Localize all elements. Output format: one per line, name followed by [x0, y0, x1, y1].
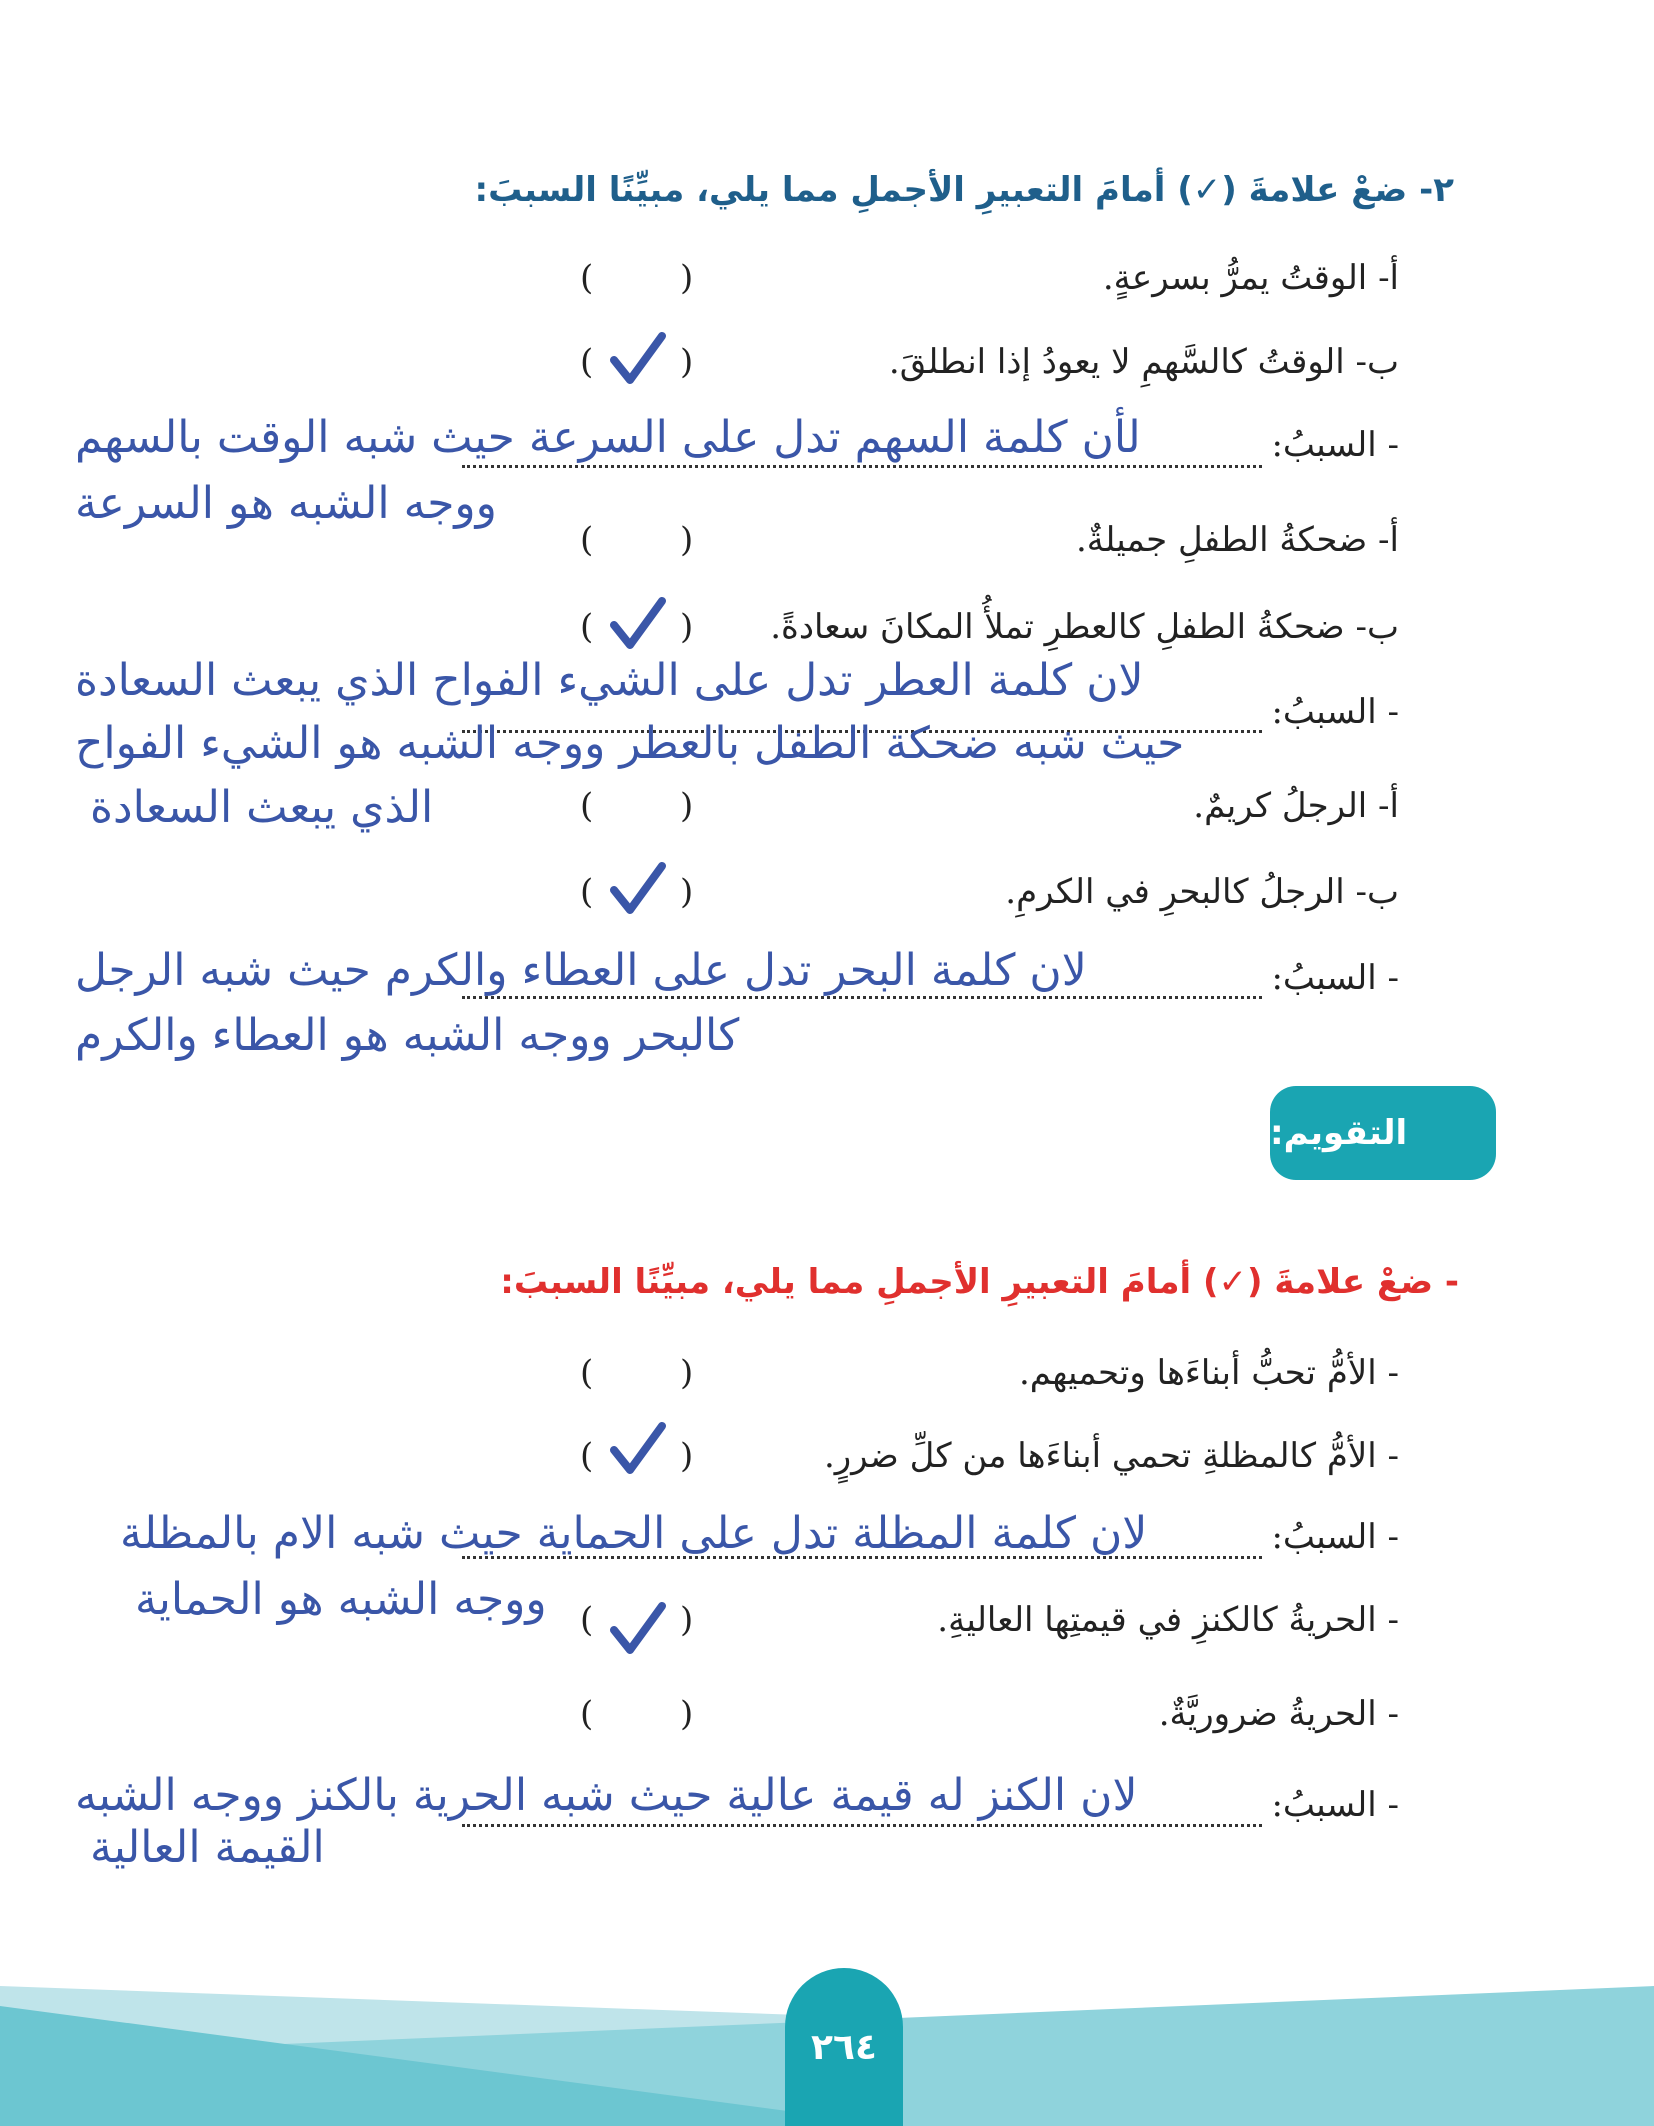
evaluation-item: - الحريةُ كالكنزِ في قيمتِها العاليةِ. — [937, 1600, 1399, 1640]
evaluation-title: - ضعْ علامةَ (✓) أمامَ التعبيرِ الأجملِ مما يلي، مبيِّنًا السببَ: — [500, 1262, 1459, 1302]
paren-close: ) — [580, 786, 594, 826]
paren-close: ) — [580, 342, 594, 382]
paren-close: ) — [580, 872, 594, 912]
handwritten-answer: لان الكنز له قيمة عالية حيث شبه الحرية بالكنز ووجه الشبه — [75, 1770, 1138, 1821]
paren-open: ( — [680, 258, 694, 298]
option-b-3: ب- الرجلُ كالبحرِ في الكرمِ. — [1005, 872, 1399, 912]
handwritten-answer: لان كلمة العطر تدل على الشيء الفواح الذي يبعث السعادة — [75, 655, 1144, 706]
paren-close: ) — [580, 1600, 594, 1640]
check-mark-icon — [608, 595, 668, 655]
option-b-1: ب- الوقتُ كالسَّهمِ لا يعودُ إذا انطلقَ. — [888, 342, 1399, 382]
reason-label: - السببُ: — [1271, 1785, 1399, 1825]
evaluation-item: - الأمُّ تحبُّ أبناءَها وتحميهم. — [1018, 1353, 1399, 1393]
paren-close: ) — [580, 520, 594, 560]
option-b-2: ب- ضحكةُ الطفلِ كالعطرِ تملأُ المكانَ سعادةً. — [770, 607, 1399, 647]
reason-label: - السببُ: — [1271, 958, 1399, 998]
paren-close: ) — [580, 1353, 594, 1393]
paren-open: ( — [680, 342, 694, 382]
check-mark-icon — [608, 330, 668, 390]
paren-open: ( — [680, 872, 694, 912]
paren-open: ( — [680, 1353, 694, 1393]
evaluation-badge-label: التقويم: — [1270, 1113, 1408, 1153]
handwritten-answer: لأن كلمة السهم تدل على السرعة حيث شبه الوقت بالسهم — [75, 412, 1141, 463]
reason-dotted-line — [462, 996, 1262, 999]
handwritten-answer: ووجه الشبه هو الحماية — [135, 1574, 547, 1625]
page-number-label: ٢٦٤ — [811, 2026, 877, 2068]
reason-dotted-line — [462, 465, 1262, 468]
check-mark-icon — [608, 1420, 668, 1480]
handwritten-answer: حيث شبه ضحكة الطفل بالعطر ووجه الشبه هو الشيء الفواح — [75, 718, 1185, 769]
reason-dotted-line — [462, 1824, 1262, 1827]
reason-label: - السببُ: — [1271, 692, 1399, 732]
check-mark-icon — [608, 1600, 668, 1660]
option-a-3: أ- الرجلُ كريمٌ. — [1193, 786, 1399, 826]
paren-open: ( — [680, 520, 694, 560]
handwritten-answer: كالبحر ووجه الشبه هو العطاء والكرم — [75, 1010, 740, 1061]
paren-close: ) — [580, 1694, 594, 1734]
handwritten-answer: الذي يبعث السعادة — [90, 782, 434, 833]
reason-label: - السببُ: — [1271, 1517, 1399, 1557]
paren-close: ) — [580, 258, 594, 298]
evaluation-item: - الأمُّ كالمظلةِ تحمي أبناءَها من كلِّ ضررٍ. — [823, 1436, 1399, 1476]
handwritten-answer: لان كلمة المظلة تدل على الحماية حيث شبه الام بالمظلة — [120, 1508, 1148, 1559]
paren-close: ) — [580, 1436, 594, 1476]
evaluation-item: - الحريةُ ضروريَّةٌ. — [1158, 1694, 1399, 1734]
evaluation-badge — [1270, 1086, 1496, 1180]
option-a-1: أ- الوقتُ يمرُّ بسرعةٍ. — [1102, 258, 1399, 298]
paren-close: ) — [580, 607, 594, 647]
paren-open: ( — [680, 786, 694, 826]
page-number — [785, 1968, 903, 2126]
check-mark-icon — [608, 860, 668, 920]
paren-open: ( — [680, 1600, 694, 1640]
handwritten-answer: ووجه الشبه هو السرعة — [75, 478, 497, 529]
paren-open: ( — [680, 1436, 694, 1476]
reason-label: - السببُ: — [1271, 425, 1399, 465]
paren-open: ( — [680, 1694, 694, 1734]
option-a-2: أ- ضحكةُ الطفلِ جميلةٌ. — [1075, 520, 1399, 560]
handwritten-answer: القيمة العالية — [90, 1822, 325, 1873]
paren-open: ( — [680, 607, 694, 647]
handwritten-answer: لان كلمة البحر تدل على العطاء والكرم حيث شبه الرجل — [75, 945, 1087, 996]
question-2-title: ٢- ضعْ علامةَ (✓) أمامَ التعبيرِ الأجملِ مما يلي، مبيِّنًا السببَ: — [474, 170, 1454, 210]
